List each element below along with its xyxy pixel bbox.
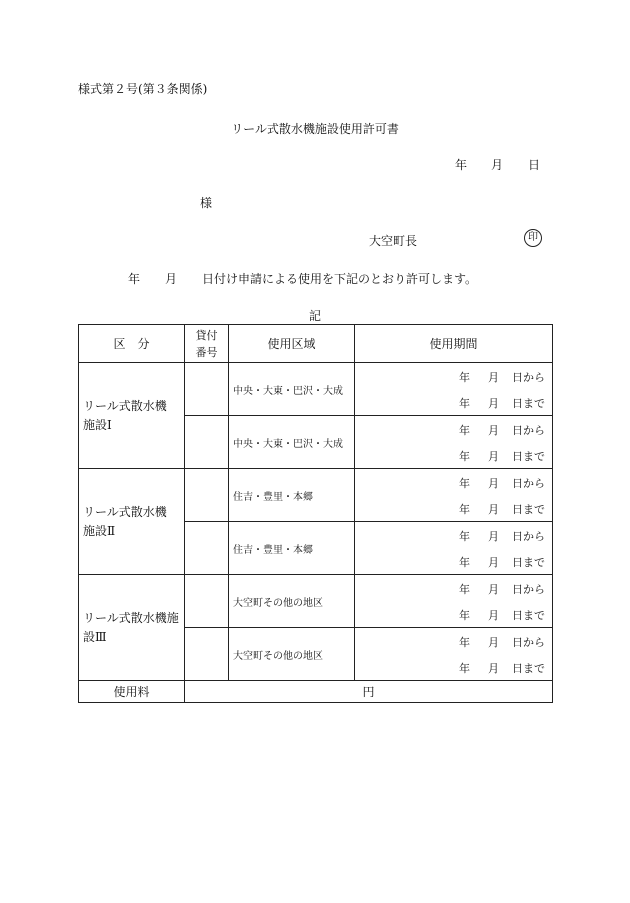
- period-from: 日から: [512, 424, 545, 437]
- period-month: 月: [488, 556, 499, 569]
- period-month: 月: [488, 662, 499, 675]
- period-month: 月: [488, 397, 499, 410]
- period-month: 月: [488, 609, 499, 622]
- period-year: 年: [459, 371, 470, 384]
- period-year: 年: [459, 530, 470, 543]
- period-month: 月: [488, 530, 499, 543]
- issuer-name: 大空町長: [369, 234, 418, 248]
- header-lending-number-line1: 貸付: [195, 328, 218, 342]
- category-line2: 施設Ⅰ: [83, 417, 112, 432]
- table-row: [79, 469, 553, 522]
- period-month: 月: [488, 371, 499, 384]
- period-month: 月: [488, 450, 499, 463]
- seal-mark: 印: [524, 229, 542, 247]
- period-to-row: [355, 442, 552, 468]
- lending-number-cell: [185, 522, 229, 575]
- period-to-row: [355, 389, 552, 415]
- period-month: 月: [488, 636, 499, 649]
- period-year: 年: [459, 583, 470, 596]
- period-year: 年: [459, 609, 470, 622]
- lending-number-cell: [185, 575, 229, 628]
- category-line2: 施設Ⅱ: [83, 523, 116, 538]
- period-to-row: [355, 548, 552, 574]
- body-month: 月: [165, 272, 178, 286]
- period-year: 年: [459, 636, 470, 649]
- lending-number-cell: [185, 363, 229, 416]
- document-title: リール式散水機施設使用許可書: [231, 122, 399, 136]
- header-category: 区 分: [79, 325, 185, 363]
- period-to: 日まで: [512, 662, 545, 675]
- date-year: 年: [455, 158, 468, 172]
- period-cell: [355, 628, 553, 681]
- period-year: 年: [459, 477, 470, 490]
- fee-row: [79, 681, 553, 703]
- period-from: 日から: [512, 477, 545, 490]
- table-header-row: [79, 325, 553, 363]
- header-area: 使用区域: [229, 325, 355, 363]
- period-from-row: [355, 522, 552, 548]
- period-from-row: [355, 363, 552, 389]
- period-year: 年: [459, 503, 470, 516]
- fee-label: 使用料: [79, 681, 185, 703]
- period-month: 月: [488, 583, 499, 596]
- area-cell: 大空町その他の地区: [229, 628, 355, 681]
- header-lending-number: [185, 325, 229, 363]
- lending-number-cell: [185, 469, 229, 522]
- period-cell: [355, 522, 553, 575]
- body-year: 年: [128, 272, 141, 286]
- period-from-row: [355, 416, 552, 442]
- period-to-row: [355, 601, 552, 627]
- period-from: 日から: [512, 530, 545, 543]
- period-to: 日まで: [512, 609, 545, 622]
- period-month: 月: [488, 477, 499, 490]
- area-cell: 大空町その他の地区: [229, 575, 355, 628]
- permit-table: [78, 324, 553, 703]
- period-to-row: [355, 495, 552, 521]
- header-period: 使用期間: [355, 325, 553, 363]
- area-cell: 中央・大東・巴沢・大成: [229, 416, 355, 469]
- lending-number-cell: [185, 416, 229, 469]
- category-line1: リール式散水機: [83, 398, 167, 413]
- period-month: 月: [488, 424, 499, 437]
- category-line1: リール式散水機施: [83, 610, 179, 625]
- period-to: 日まで: [512, 556, 545, 569]
- category-cell: [79, 469, 185, 575]
- area-cell: 中央・大東・巴沢・大成: [229, 363, 355, 416]
- fee-value: 円: [185, 681, 553, 703]
- category-line2: 設Ⅲ: [83, 629, 107, 644]
- ki-heading: 記: [308, 309, 321, 323]
- header-lending-number-line2: 番号: [195, 345, 218, 359]
- period-cell: [355, 363, 553, 416]
- period-year: 年: [459, 424, 470, 437]
- period-year: 年: [459, 662, 470, 675]
- period-from: 日から: [512, 371, 545, 384]
- date-day: 日: [528, 158, 541, 172]
- table-row: [79, 363, 553, 416]
- body-text: 日付け申請による使用を下記のとおり許可します。: [202, 272, 478, 286]
- period-to: 日まで: [512, 503, 545, 516]
- period-year: 年: [459, 397, 470, 410]
- period-month: 月: [488, 503, 499, 516]
- period-to: 日まで: [512, 397, 545, 410]
- category-line1: リール式散水機: [83, 504, 167, 519]
- date-month: 月: [491, 158, 504, 172]
- period-year: 年: [459, 450, 470, 463]
- period-to: 日まで: [512, 450, 545, 463]
- period-from-row: [355, 469, 552, 495]
- period-from: 日から: [512, 636, 545, 649]
- table-row: [79, 575, 553, 628]
- recipient-suffix: 様: [200, 196, 213, 210]
- period-from: 日から: [512, 583, 545, 596]
- lending-number-cell: [185, 628, 229, 681]
- period-cell: [355, 469, 553, 522]
- category-cell: [79, 363, 185, 469]
- period-cell: [355, 575, 553, 628]
- period-cell: [355, 416, 553, 469]
- area-cell: 住吉・豊里・本郷: [229, 469, 355, 522]
- period-to-row: [355, 654, 552, 680]
- category-cell: [79, 575, 185, 681]
- form-number: 様式第２号(第３条関係): [78, 82, 208, 96]
- area-cell: 住吉・豊里・本郷: [229, 522, 355, 575]
- period-year: 年: [459, 556, 470, 569]
- period-from-row: [355, 575, 552, 601]
- period-from-row: [355, 628, 552, 654]
